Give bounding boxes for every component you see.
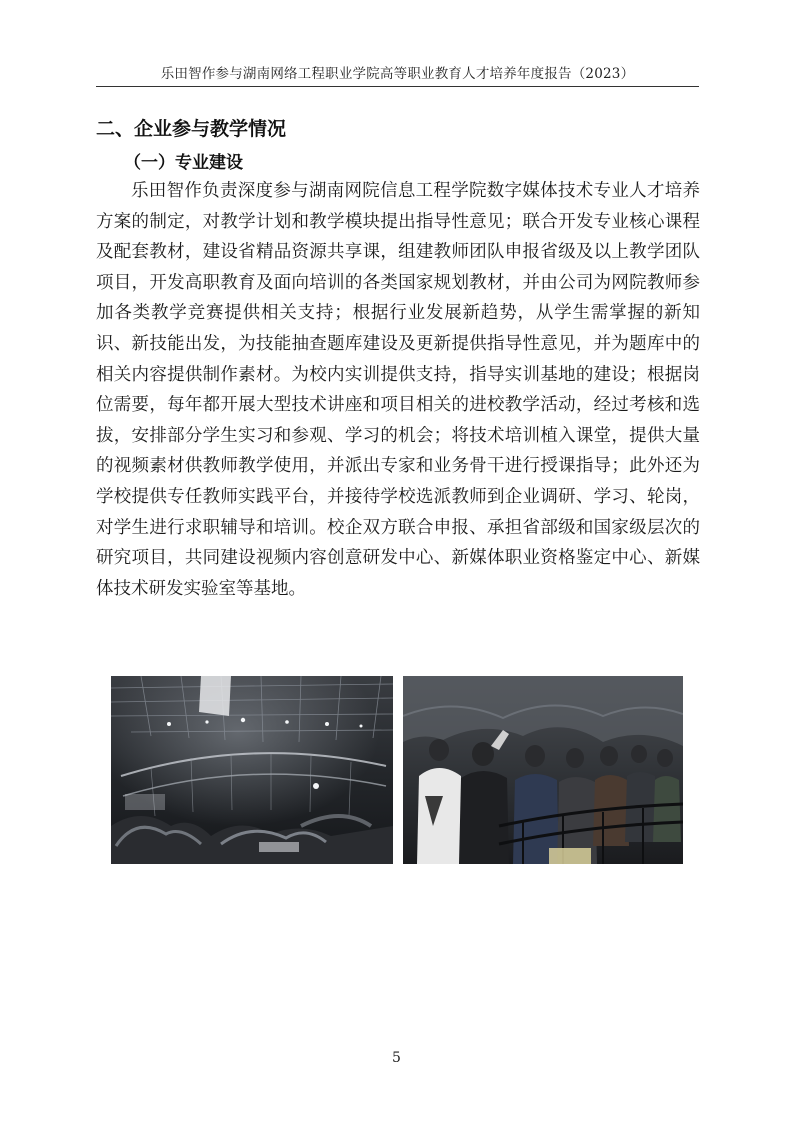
body-paragraph: 乐田智作负责深度参与湖南网院信息工程学院数字媒体技术专业人才培养方案的制定，对教学计划和教学模块提出指导性意见；联合开发专业核心课程及配套教材，建设省精品资源共享课，组建教师团队申报省级及以上教学团队项目，开发高职教育及面向培训的各类国家规划教材，并由公司为网院教师参加各类教学竞赛提供相关支持；根据行业发展新趋势，从学生需掌握的新知识、新技能出发，为技能抽查题库建设及更新提供指导性意见，并为题库中的相关内容提供制作素材。为校内实训提供支持，指导实训基地的建设；根据岗位需要，每年都开展大型技术讲座和项目相关的进校教学活动，经过考核和选拔，安排部分学生实习和参观、学习的机会；将技术培训植入课堂，提供大量的视频素材供教师教学使用，并派出专家和业务骨干进行授课指导；此外还为学校提供专任教师实践平台，并接待学校选派教师到企业调研、学习、轮岗，对学生进行求职辅导和培训。校企双方联合申报、承担省部级和国家级层次的研究项目，共同建设视频内容创意研发中心、新媒体职业资格鉴定中心、新媒体技术研发实验室等基地。 [96,181,700,599]
subsection-heading: （一）专业建设 [124,153,243,173]
page-number: 5 [392,1050,401,1066]
running-header: 乐田智作参与湖南网络工程职业学院高等职业教育人才培养年度报告（2023） [160,66,635,82]
header-rule [96,86,699,87]
students-visit-photo [403,676,683,864]
stage-truss-photo [111,676,393,864]
section-heading: 二、企业参与教学情况 [96,118,287,140]
